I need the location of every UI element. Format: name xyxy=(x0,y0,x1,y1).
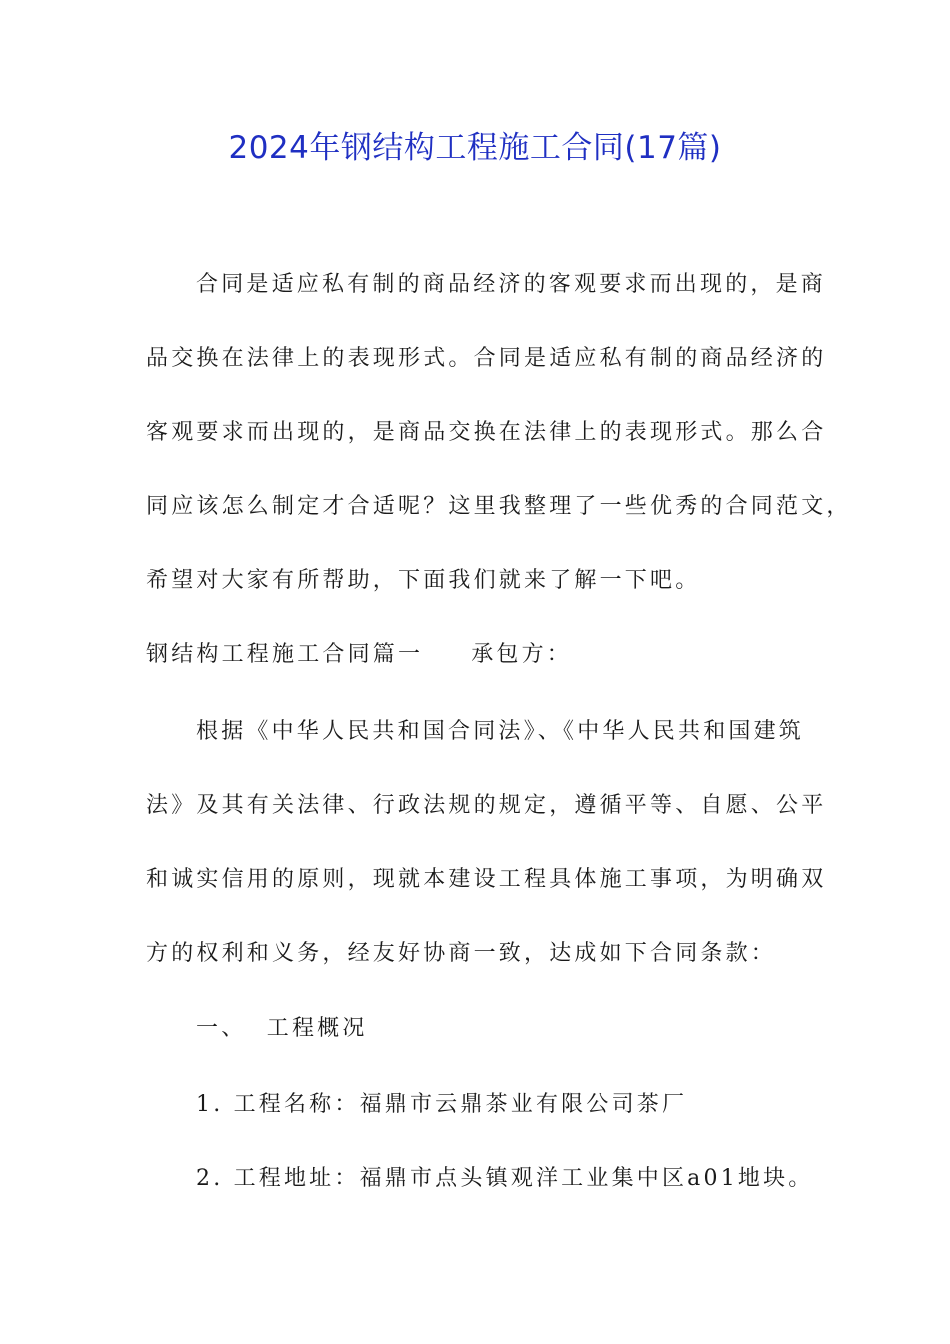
contractor-label: 承包方： xyxy=(471,642,573,667)
list-item: 1. 工程名称：福鼎市云鼎茶业有限公司茶厂 xyxy=(196,1092,688,1117)
intro-line: 合同是适应私有制的商品经济的客观要求而出现的，是商 xyxy=(196,272,827,297)
basis-line: 根据《中华人民共和国合同法》、《中华人民共和国建筑 xyxy=(196,719,805,744)
basis-line: 方的权利和义务，经友好协商一致，达成如下合同条款： xyxy=(146,941,777,966)
intro-line: 希望对大家有所帮助，下面我们就来了解一下吧。 xyxy=(146,568,701,593)
basis-line: 和诚实信用的原则，现就本建设工程具体施工事项，为明确双 xyxy=(146,867,827,892)
intro-line: 客观要求而出现的，是商品交换在法律上的表现形式。那么合 xyxy=(146,420,827,445)
basis-line: 法》及其有关法律、行政法规的规定，遵循平等、自愿、公平 xyxy=(146,793,827,818)
section-heading xyxy=(146,640,836,670)
clause-heading: 一、 工程概况 xyxy=(196,1016,368,1041)
intro-line: 品交换在法律上的表现形式。合同是适应私有制的商品经济的 xyxy=(146,346,827,371)
document-title: 2024年钢结构工程施工合同(17篇) xyxy=(228,130,722,166)
list-item: 2. 工程地址：福鼎市点头镇观洋工业集中区a01地块。 xyxy=(196,1166,814,1191)
section-title: 钢结构工程施工合同篇一 xyxy=(146,642,424,667)
intro-line: 同应该怎么制定才合适呢？这里我整理了一些优秀的合同范文， xyxy=(146,494,852,519)
